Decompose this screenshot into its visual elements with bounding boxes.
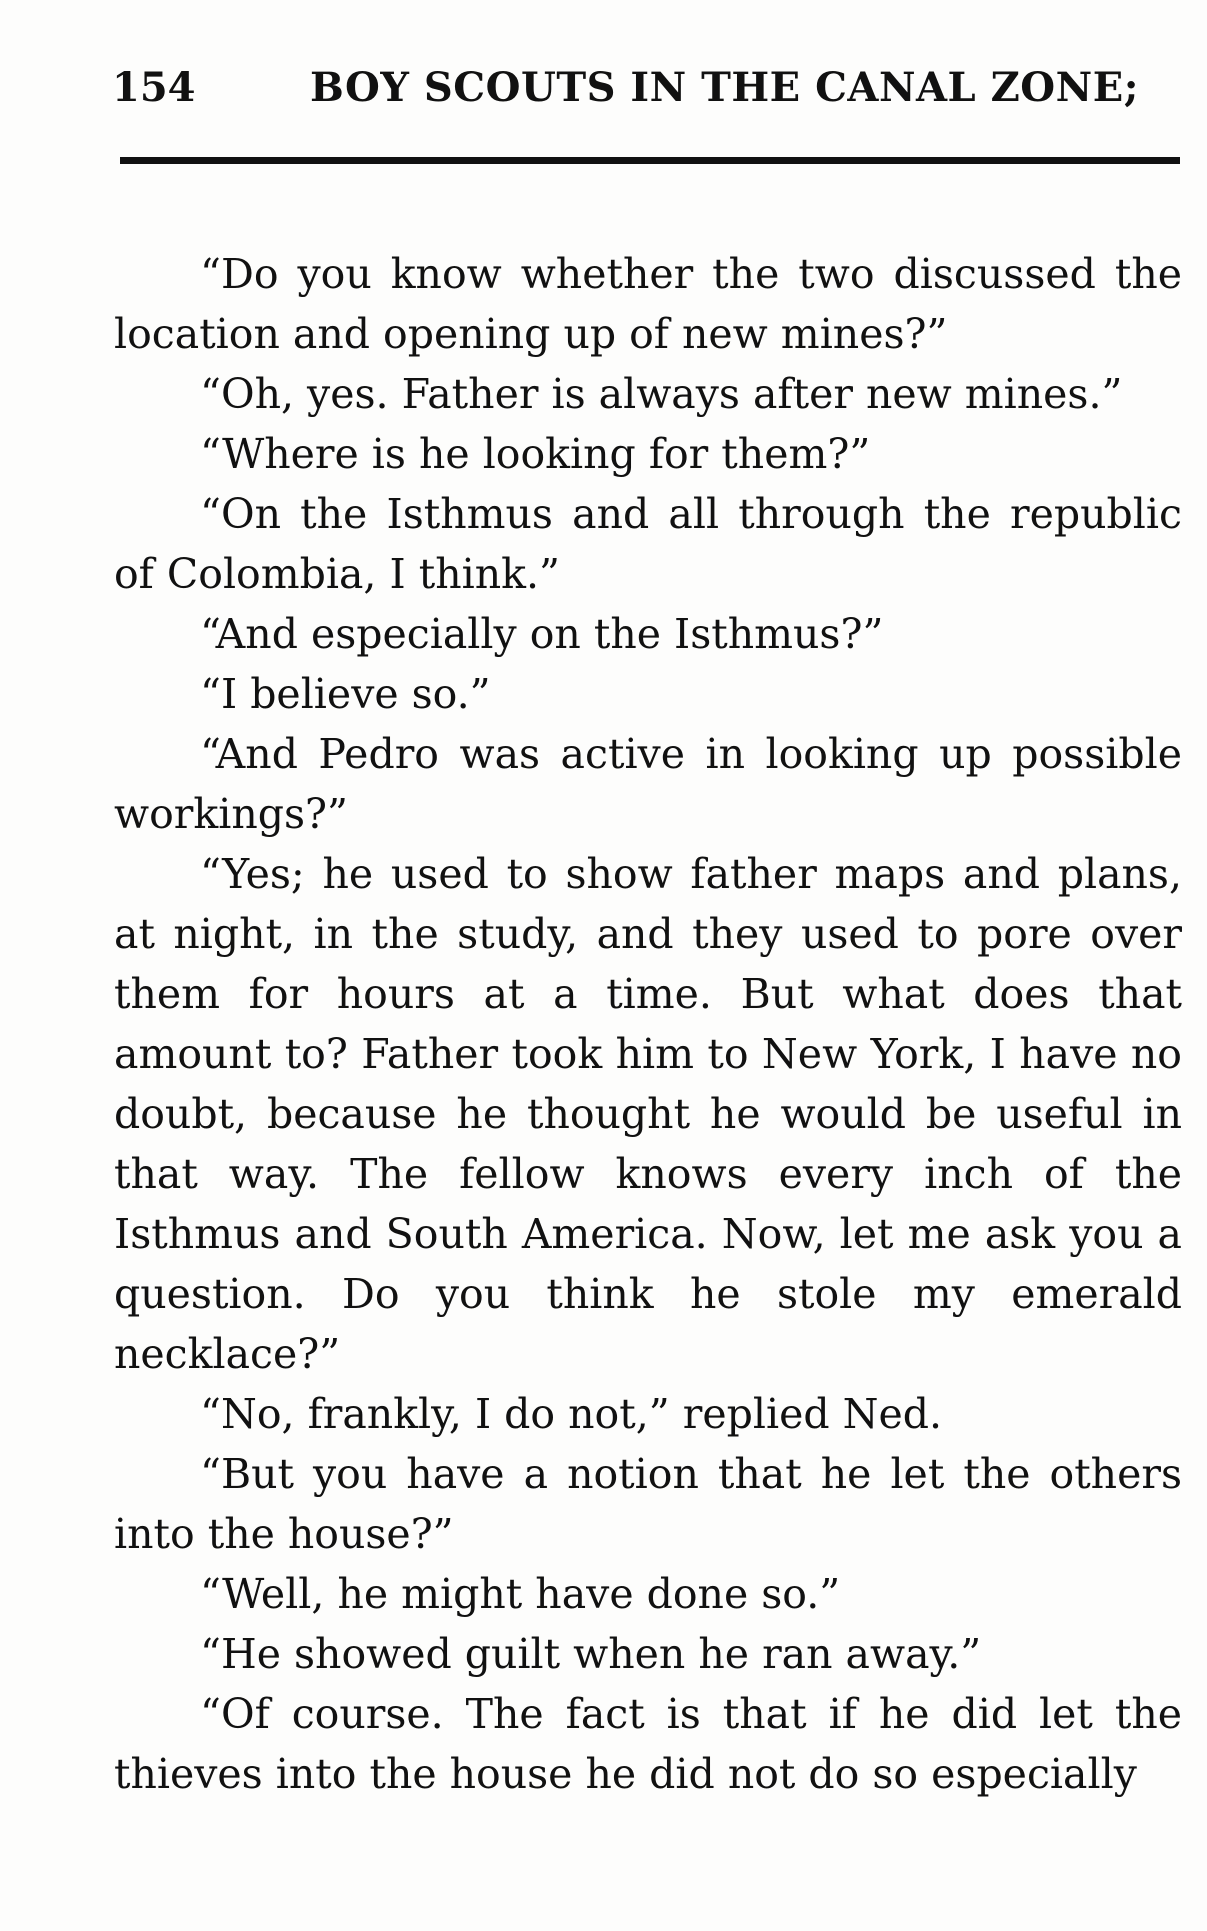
paragraph: “But you have a notion that he let the others into the house?”: [114, 1450, 1182, 1558]
paragraph: “Of course. The fact is that if he did let the thieves into the house he did not do so especially: [114, 1690, 1182, 1798]
paragraph: “On the Isthmus and all through the republic of Colombia, I think.”: [114, 490, 1182, 598]
header-rule: [120, 157, 1180, 164]
paragraph: “Well, he might have done so.”: [200, 1570, 841, 1618]
paragraph: “And Pedro was active in looking up possible workings?”: [114, 730, 1182, 838]
paragraph: “Oh, yes. Father is always after new mines.”: [200, 370, 1123, 418]
paragraph: “And especially on the Isthmus?”: [200, 610, 884, 658]
page-number: 154: [112, 64, 196, 111]
paragraph: “No, frankly, I do not,” replied Ned.: [200, 1390, 943, 1438]
paragraph: “Where is he looking for them?”: [200, 430, 871, 478]
paragraph: “He showed guilt when he ran away.”: [200, 1630, 982, 1678]
page-header: [112, 64, 1187, 134]
paragraph: “Yes; he used to show father maps and plans, at night, in the study, and they used to pore over them for hours at a time. But what does that amount to? Father took him to New York, I have no doubt, because he thought he would be useful in that way. The fellow knows every inch of the Isthmus and South America. Now, let me ask you a question. Do you think he stole my emerald necklace?”: [114, 850, 1182, 1378]
paragraph: “Do you know whether the two discussed the location and opening up of new mines?”: [114, 250, 1182, 358]
paragraph: “I believe so.”: [200, 670, 491, 718]
body-text: [114, 244, 1182, 1804]
running-title: BOY SCOUTS IN THE CANAL ZONE;: [310, 64, 1139, 111]
